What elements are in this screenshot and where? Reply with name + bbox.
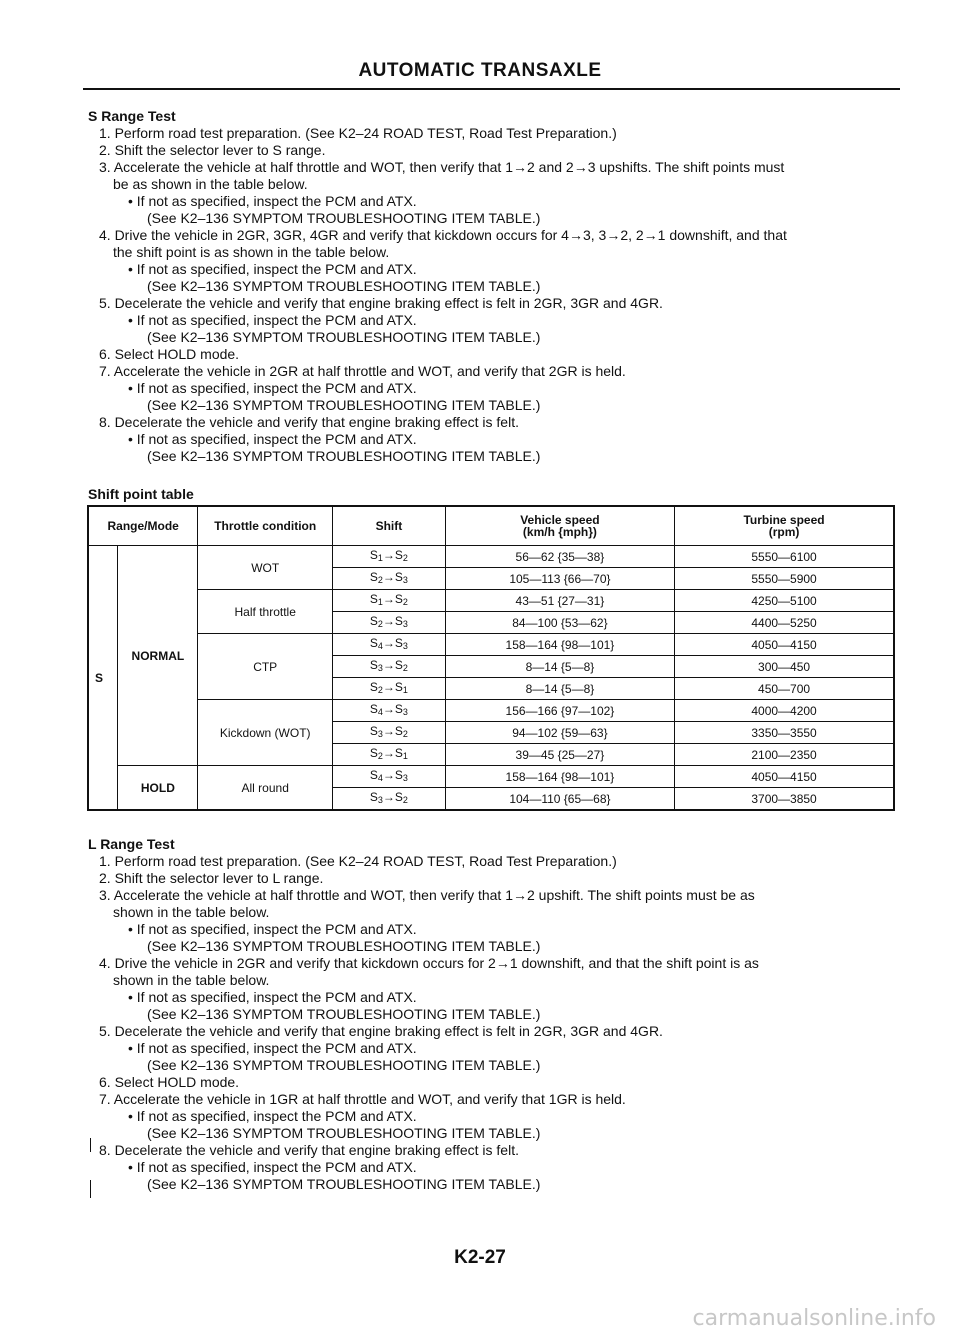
- step-continuation: the shift point is as shown in the table below.: [113, 244, 390, 260]
- shift-from-index: 1: [377, 597, 383, 607]
- step-reference: (See K2–136 SYMPTOM TROUBLESHOOTING ITEM TABLE.): [147, 329, 541, 345]
- throttle-allround-cell: All round: [198, 766, 333, 811]
- shift-from-index: 2: [377, 685, 383, 695]
- turbine-speed-cell: 3700—3850: [675, 788, 894, 811]
- shift-from-index: 2: [377, 575, 383, 585]
- step-reference: (See K2–136 SYMPTOM TROUBLESHOOTING ITEM TABLE.): [147, 210, 541, 226]
- header-turbine-speed-unit: (rpm): [768, 525, 800, 539]
- shift-to-gear: S: [394, 570, 403, 584]
- shift-from-index: 3: [377, 729, 383, 739]
- shift-to-index: 2: [402, 597, 408, 607]
- shift-to-gear: S: [394, 746, 403, 760]
- shift-to-gear: S: [394, 658, 403, 672]
- turbine-speed-cell: 300—450: [675, 656, 894, 678]
- header-turbine-speed: [675, 506, 894, 546]
- step-item: [88, 1091, 898, 1142]
- vehicle-speed-cell: 158—164 {98—101}: [445, 634, 674, 656]
- vehicle-speed-cell: 156—166 {97—102}: [445, 700, 674, 722]
- shift-cell: [333, 766, 446, 788]
- table-row: [88, 634, 894, 656]
- step-text: 2. Shift the selector lever to S range.: [99, 142, 326, 158]
- shift-from-gear: S: [369, 724, 378, 738]
- vehicle-speed-cell: 43—51 {27—31}: [445, 590, 674, 612]
- shift-to-index: 3: [402, 707, 408, 717]
- vehicle-speed-cell: 8—14 {5—8}: [445, 678, 674, 700]
- shift-from-gear: S: [369, 548, 378, 562]
- shift-to-index: 1: [402, 685, 408, 695]
- step-item: [88, 227, 898, 295]
- step-item: [88, 295, 898, 346]
- shift-to-index: 2: [402, 795, 408, 805]
- vehicle-speed-cell: 56—62 {35—38}: [445, 546, 674, 568]
- header-throttle: Throttle condition: [198, 506, 333, 546]
- watermark: carmanualsonline.info: [692, 1306, 936, 1331]
- header-shift: Shift: [333, 506, 446, 546]
- throttle-wot-cell: WOT: [198, 546, 333, 590]
- vehicle-speed-cell: 105—113 {66—70}: [445, 568, 674, 590]
- shift-from-gear: S: [369, 702, 378, 716]
- shift-cell: [333, 568, 446, 590]
- shift-to-gear: S: [394, 680, 403, 694]
- table-row: [88, 700, 894, 722]
- shift-cell: [333, 722, 446, 744]
- step-bullet: • If not as specified, inspect the PCM and ATX.: [128, 1159, 417, 1175]
- table-header-row: [88, 506, 894, 546]
- step-text: 8. Decelerate the vehicle and verify that engine braking effect is felt.: [99, 1142, 519, 1158]
- shift-to-index: 1: [402, 751, 408, 761]
- step-item: [88, 887, 898, 955]
- shift-cell: [333, 678, 446, 700]
- step-item: [88, 1074, 898, 1091]
- arrow-icon: →: [382, 724, 395, 738]
- step-reference: (See K2–136 SYMPTOM TROUBLESHOOTING ITEM TABLE.): [147, 1006, 541, 1022]
- shift-cell: [333, 634, 446, 656]
- arrow-icon: →: [382, 702, 395, 716]
- step-bullet: • If not as specified, inspect the PCM and ATX.: [128, 193, 417, 209]
- shift-cell: [333, 788, 446, 811]
- shift-from-index: 4: [377, 707, 383, 717]
- arrow-icon: →: [382, 614, 395, 628]
- shift-to-gear: S: [394, 614, 403, 628]
- shift-to-index: 3: [402, 773, 408, 783]
- vehicle-speed-cell: 158—164 {98—101}: [445, 766, 674, 788]
- step-reference: (See K2–136 SYMPTOM TROUBLESHOOTING ITEM TABLE.): [147, 448, 541, 464]
- shift-cell: [333, 656, 446, 678]
- step-reference: (See K2–136 SYMPTOM TROUBLESHOOTING ITEM TABLE.): [147, 1057, 541, 1073]
- header-vehicle-speed-unit: (km/h {mph}): [522, 525, 597, 539]
- step-text: 5. Decelerate the vehicle and verify that engine braking effect is felt in 2GR, 3GR and 4GR.: [99, 295, 663, 311]
- throttle-ctp-cell: CTP: [198, 634, 333, 700]
- mode-hold-cell: HOLD: [118, 766, 198, 811]
- throttle-kickdown-cell: Kickdown (WOT): [198, 700, 333, 766]
- vehicle-speed-cell: 39—45 {25—27}: [445, 744, 674, 766]
- shift-to-index: 2: [402, 663, 408, 673]
- step-text: 6. Select HOLD mode.: [99, 346, 240, 362]
- step-item: [88, 1023, 898, 1074]
- shift-from-index: 2: [377, 619, 383, 629]
- arrow-icon: →: [382, 570, 395, 584]
- shift-to-gear: S: [394, 702, 403, 716]
- turbine-speed-cell: 2100—2350: [675, 744, 894, 766]
- step-continuation: shown in the table below.: [113, 972, 270, 988]
- table-row: [88, 766, 894, 788]
- header-vehicle-speed-label: Vehicle speed: [520, 513, 600, 527]
- step-text: 3. Accelerate the vehicle at half throttle and WOT, then verify that 1→2 and 2→3 upshifts. The shift points must: [99, 159, 785, 175]
- margin-change-bar: [90, 1180, 91, 1198]
- shift-from-index: 3: [377, 795, 383, 805]
- shift-to-index: 3: [402, 619, 408, 629]
- shift-cell: [333, 590, 446, 612]
- vehicle-speed-cell: 8—14 {5—8}: [445, 656, 674, 678]
- arrow-icon: →: [382, 746, 395, 760]
- range-cell: S: [88, 546, 118, 811]
- header-vehicle-speed: [445, 506, 674, 546]
- step-item: [88, 125, 898, 142]
- step-bullet: • If not as specified, inspect the PCM and ATX.: [128, 989, 417, 1005]
- step-bullet: • If not as specified, inspect the PCM and ATX.: [128, 1108, 417, 1124]
- page-number: K2-27: [454, 1247, 506, 1268]
- step-bullet: • If not as specified, inspect the PCM and ATX.: [128, 312, 417, 328]
- step-item: [88, 870, 898, 887]
- shift-from-gear: S: [369, 636, 378, 650]
- shift-to-gear: S: [394, 768, 403, 782]
- shift-to-index: 3: [402, 575, 408, 585]
- step-bullet: • If not as specified, inspect the PCM and ATX.: [128, 1040, 417, 1056]
- shift-from-gear: S: [369, 680, 378, 694]
- shift-from-index: 1: [377, 553, 383, 563]
- shift-cell: [333, 700, 446, 722]
- turbine-speed-cell: 450—700: [675, 678, 894, 700]
- shift-from-index: 2: [377, 751, 383, 761]
- shift-from-index: 3: [377, 663, 383, 673]
- step-bullet: • If not as specified, inspect the PCM and ATX.: [128, 431, 417, 447]
- section-title: L Range Test: [88, 836, 175, 852]
- shift-from-gear: S: [369, 614, 378, 628]
- step-text: 6. Select HOLD mode.: [99, 1074, 240, 1090]
- shift-cell: [333, 546, 446, 568]
- arrow-icon: →: [382, 790, 395, 804]
- shift-from-gear: S: [369, 790, 378, 804]
- shift-from-gear: S: [369, 592, 378, 606]
- step-continuation: shown in the table below.: [113, 904, 270, 920]
- step-text: 7. Accelerate the vehicle in 1GR at half throttle and WOT, and verify that 1GR is held.: [99, 1091, 626, 1107]
- arrow-icon: →: [382, 658, 395, 672]
- table-row: [88, 546, 894, 568]
- shift-to-index: 3: [402, 641, 408, 651]
- turbine-speed-cell: 4050—4150: [675, 634, 894, 656]
- step-bullet: • If not as specified, inspect the PCM and ATX.: [128, 380, 417, 396]
- step-bullet: • If not as specified, inspect the PCM and ATX.: [128, 261, 417, 277]
- step-item: [88, 159, 898, 227]
- header-turbine-speed-label: Turbine speed: [743, 513, 825, 527]
- margin-change-bar: [90, 1138, 91, 1152]
- shift-to-gear: S: [394, 724, 403, 738]
- step-reference: (See K2–136 SYMPTOM TROUBLESHOOTING ITEM TABLE.): [147, 1125, 541, 1141]
- turbine-speed-cell: 5550—6100: [675, 546, 894, 568]
- step-item: [88, 346, 898, 363]
- step-text: 1. Perform road test preparation. (See K2–24 ROAD TEST, Road Test Preparation.): [99, 853, 617, 869]
- throttle-half-cell: Half throttle: [198, 590, 333, 634]
- shift-to-gear: S: [394, 636, 403, 650]
- header-rule: [83, 88, 900, 90]
- shift-cell: [333, 744, 446, 766]
- turbine-speed-cell: 4250—5100: [675, 590, 894, 612]
- turbine-speed-cell: 4000—4200: [675, 700, 894, 722]
- shift-from-gear: S: [369, 768, 378, 782]
- step-item: [88, 414, 898, 465]
- step-text: 1. Perform road test preparation. (See K2–24 ROAD TEST, Road Test Preparation.): [99, 125, 617, 141]
- step-text: 3. Accelerate the vehicle at half throttle and WOT, then verify that 1→2 upshift. The shift points must be as: [99, 887, 755, 903]
- turbine-speed-cell: 4050—4150: [675, 766, 894, 788]
- s-range-section: [88, 108, 898, 465]
- step-bullet: • If not as specified, inspect the PCM and ATX.: [128, 921, 417, 937]
- mode-normal-cell: NORMAL: [118, 546, 198, 766]
- step-text: 5. Decelerate the vehicle and verify that engine braking effect is felt in 2GR, 3GR and 4GR.: [99, 1023, 663, 1039]
- step-item: [88, 142, 898, 159]
- vehicle-speed-cell: 94—102 {59—63}: [445, 722, 674, 744]
- shift-to-index: 2: [402, 553, 408, 563]
- step-list: [88, 125, 898, 465]
- shift-from-gear: S: [369, 658, 378, 672]
- shift-from-gear: S: [369, 746, 378, 760]
- turbine-speed-cell: 4400—5250: [675, 612, 894, 634]
- turbine-speed-cell: 5550—5900: [675, 568, 894, 590]
- shift-to-index: 2: [402, 729, 408, 739]
- step-text: 7. Accelerate the vehicle in 2GR at half throttle and WOT, and verify that 2GR is held.: [99, 363, 626, 379]
- header-range-mode: Range/Mode: [88, 506, 198, 546]
- step-reference: (See K2–136 SYMPTOM TROUBLESHOOTING ITEM TABLE.): [147, 397, 541, 413]
- step-item: [88, 1142, 898, 1193]
- shift-from-index: 4: [377, 773, 383, 783]
- l-range-section: [88, 836, 898, 1193]
- shift-cell: [333, 612, 446, 634]
- shift-from-gear: S: [369, 570, 378, 584]
- step-list: [88, 853, 898, 1193]
- page-header-title: AUTOMATIC TRANSAXLE: [358, 60, 602, 81]
- section-title: S Range Test: [88, 108, 176, 124]
- vehicle-speed-cell: 84—100 {53—62}: [445, 612, 674, 634]
- arrow-icon: →: [382, 636, 395, 650]
- step-text: 4. Drive the vehicle in 2GR, 3GR, 4GR and verify that kickdown occurs for 4→3, 3→2, 2→1 downshift, and that: [99, 227, 787, 243]
- step-item: [88, 955, 898, 1023]
- arrow-icon: →: [382, 680, 395, 694]
- shift-from-index: 4: [377, 641, 383, 651]
- step-text: 4. Drive the vehicle in 2GR and verify that kickdown occurs for 2→1 downshift, and that the shift point is as: [99, 955, 759, 971]
- table-title: Shift point table: [88, 486, 194, 502]
- step-continuation: be as shown in the table below.: [113, 176, 308, 192]
- arrow-icon: →: [382, 592, 395, 606]
- step-text: 8. Decelerate the vehicle and verify that engine braking effect is felt.: [99, 414, 519, 430]
- step-reference: (See K2–136 SYMPTOM TROUBLESHOOTING ITEM TABLE.): [147, 938, 541, 954]
- shift-to-gear: S: [394, 592, 403, 606]
- arrow-icon: →: [382, 768, 395, 782]
- shift-to-gear: S: [394, 548, 403, 562]
- arrow-icon: →: [382, 548, 395, 562]
- vehicle-speed-cell: 104—110 {65—68}: [445, 788, 674, 811]
- step-text: 2. Shift the selector lever to L range.: [99, 870, 324, 886]
- step-item: [88, 363, 898, 414]
- step-item: [88, 853, 898, 870]
- shift-point-table: [87, 505, 895, 811]
- turbine-speed-cell: 3350—3550: [675, 722, 894, 744]
- step-reference: (See K2–136 SYMPTOM TROUBLESHOOTING ITEM TABLE.): [147, 278, 541, 294]
- step-reference: (See K2–136 SYMPTOM TROUBLESHOOTING ITEM TABLE.): [147, 1176, 541, 1192]
- shift-to-gear: S: [394, 790, 403, 804]
- table-row: [88, 590, 894, 612]
